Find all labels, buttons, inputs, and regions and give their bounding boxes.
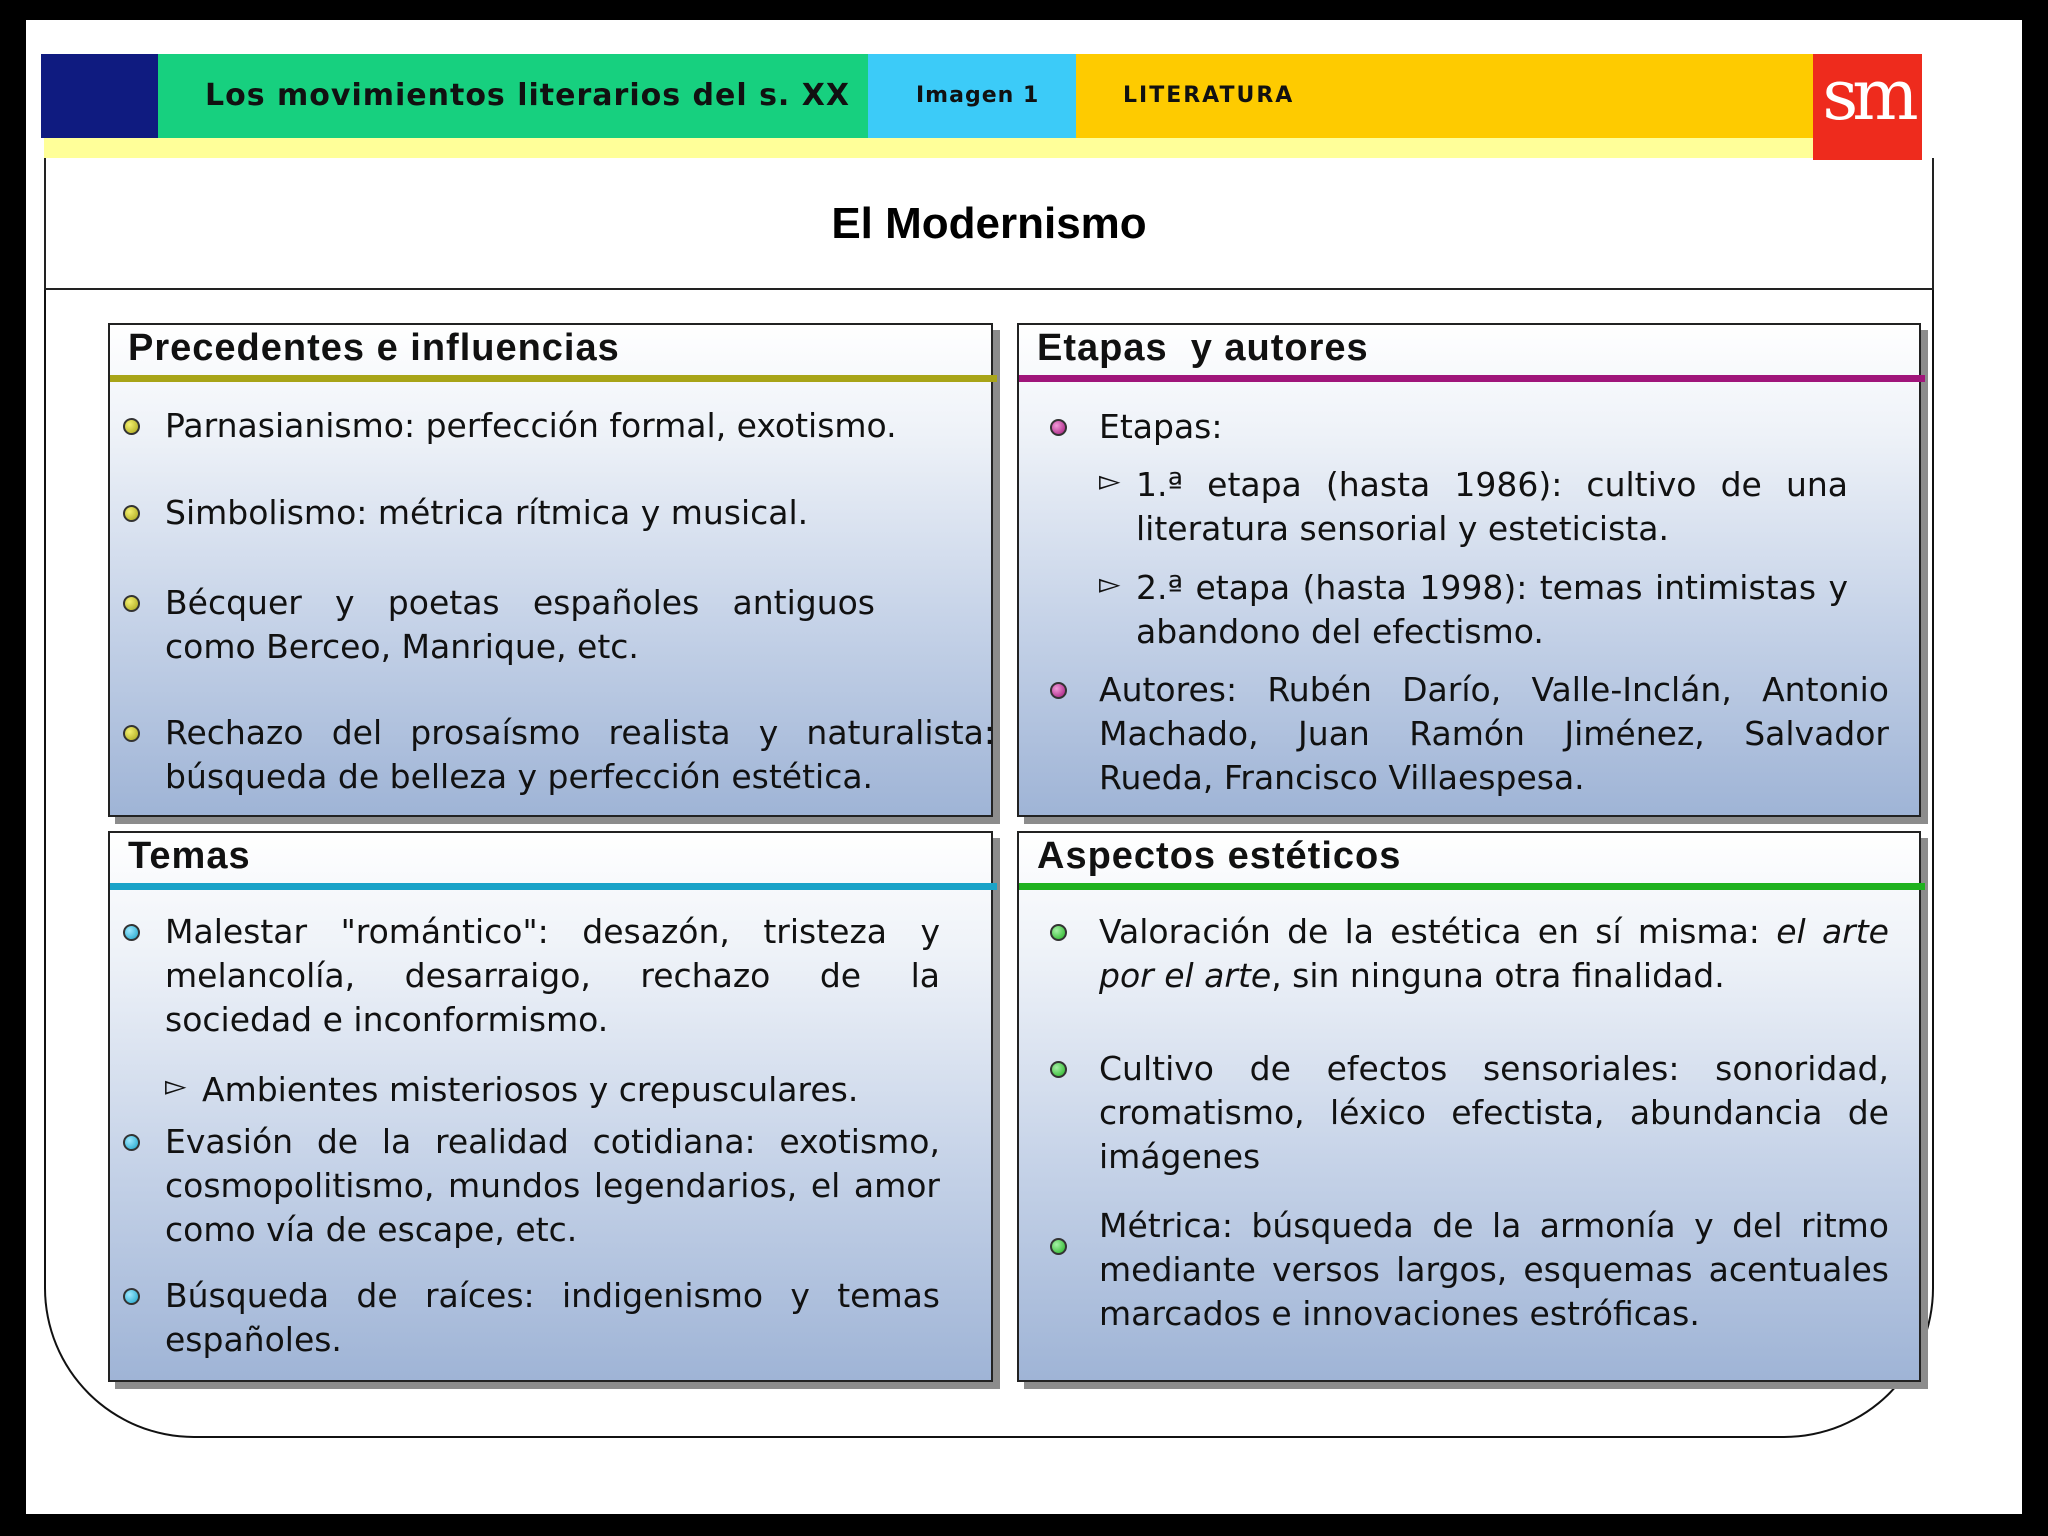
bullet-icon (1050, 1061, 1067, 1078)
panel-title: Precedentes e influencias (128, 327, 620, 369)
header-bar (41, 54, 1941, 138)
panel-title: Temas (128, 835, 251, 877)
panel-precedentes (108, 323, 993, 817)
bullet-icon (1050, 924, 1067, 941)
publisher-logo: sm (1813, 54, 1922, 160)
bullet-icon (123, 1134, 140, 1151)
panel-etapas (1017, 323, 1921, 817)
bullet-icon (123, 924, 140, 941)
list-item: Bécquer y poetas españoles antiguos como Berceo, Manrique, etc. (165, 583, 875, 666)
list-item: Rechazo del prosaísmo realista y naturalista: búsqueda de belleza y perfección estética. (165, 713, 995, 796)
list-item: Parnasianismo: perfección formal, exotismo. (165, 406, 897, 445)
panel-aspectos (1017, 831, 1921, 1382)
panel-accent-line (110, 375, 997, 382)
list-item (1099, 910, 1889, 998)
list-item-autores: Autores: Rubén Darío, Valle-Inclán, Antonio Machado, Juan Ramón Jiménez, Salvador Rueda, Francisco Villaespesa. (1099, 670, 1889, 797)
panel-accent-line (1019, 883, 1925, 890)
panel-accent-line (110, 883, 997, 890)
arrow-bullet-icon: ▻ (1099, 464, 1121, 497)
panel-title: Etapas y autores (1037, 327, 1369, 369)
panel-title: Aspectos estéticos (1037, 835, 1402, 877)
list-item: Malestar "romántico": desazón, tristeza y melancolía, desarraigo, rechazo de la sociedad e inconformismo. (165, 912, 940, 1039)
list-item: Evasión de la realidad cotidiana: exotismo, cosmopolitismo, mundos legendarios, el amor como vía de escape, etc. (165, 1122, 940, 1249)
sub-item: 1.ª etapa (hasta 1986): cultivo de una literatura sensorial y esteticista. (1136, 465, 1848, 548)
header-subband (44, 138, 1813, 158)
panel-temas (108, 831, 993, 1382)
item-emphasis: el arte por el arte (1099, 912, 1889, 995)
panel-accent-line (1019, 375, 1925, 382)
list-item: Cultivo de efectos sensoriales: sonoridad, cromatismo, léxico efectista, abundancia de imágenes (1099, 1049, 1889, 1176)
list-item: Métrica: búsqueda de la armonía y del ritmo mediante versos largos, esquemas acentuales marcados e innovaciones estróficas. (1099, 1206, 1889, 1333)
bullet-icon (123, 505, 140, 522)
bullet-icon (123, 418, 140, 435)
page-title: El Modernismo (831, 199, 1147, 248)
arrow-bullet-icon: ▻ (1099, 567, 1121, 600)
bullet-icon (1050, 419, 1067, 436)
section-title: Los movimientos literarios del s. XX (205, 78, 851, 113)
sub-item: 2.ª etapa (hasta 1998): temas intimistas y abandono del efectismo. (1136, 568, 1848, 651)
item-text: , sin ninguna otra finalidad. (1271, 956, 1725, 995)
bullet-icon (123, 725, 140, 742)
list-item-etapas: Etapas: (1099, 407, 1223, 446)
item-text: Valoración de la estética en sí misma: (1099, 912, 1777, 951)
subject-label: LITERATURA (1123, 83, 1295, 108)
list-item: Simbolismo: métrica rítmica y musical. (165, 493, 809, 532)
list-item: Búsqueda de raíces: indigenismo y temas españoles. (165, 1276, 940, 1359)
image-label: Imagen 1 (916, 83, 1040, 108)
sub-item: Ambientes misteriosos y crepusculares. (202, 1070, 859, 1109)
bullet-icon (1050, 1238, 1067, 1255)
bullet-icon (123, 1288, 140, 1305)
bullet-icon (123, 595, 140, 612)
arrow-bullet-icon: ▻ (165, 1069, 187, 1102)
bullet-icon (1050, 682, 1067, 699)
header-navy-block (41, 54, 158, 138)
